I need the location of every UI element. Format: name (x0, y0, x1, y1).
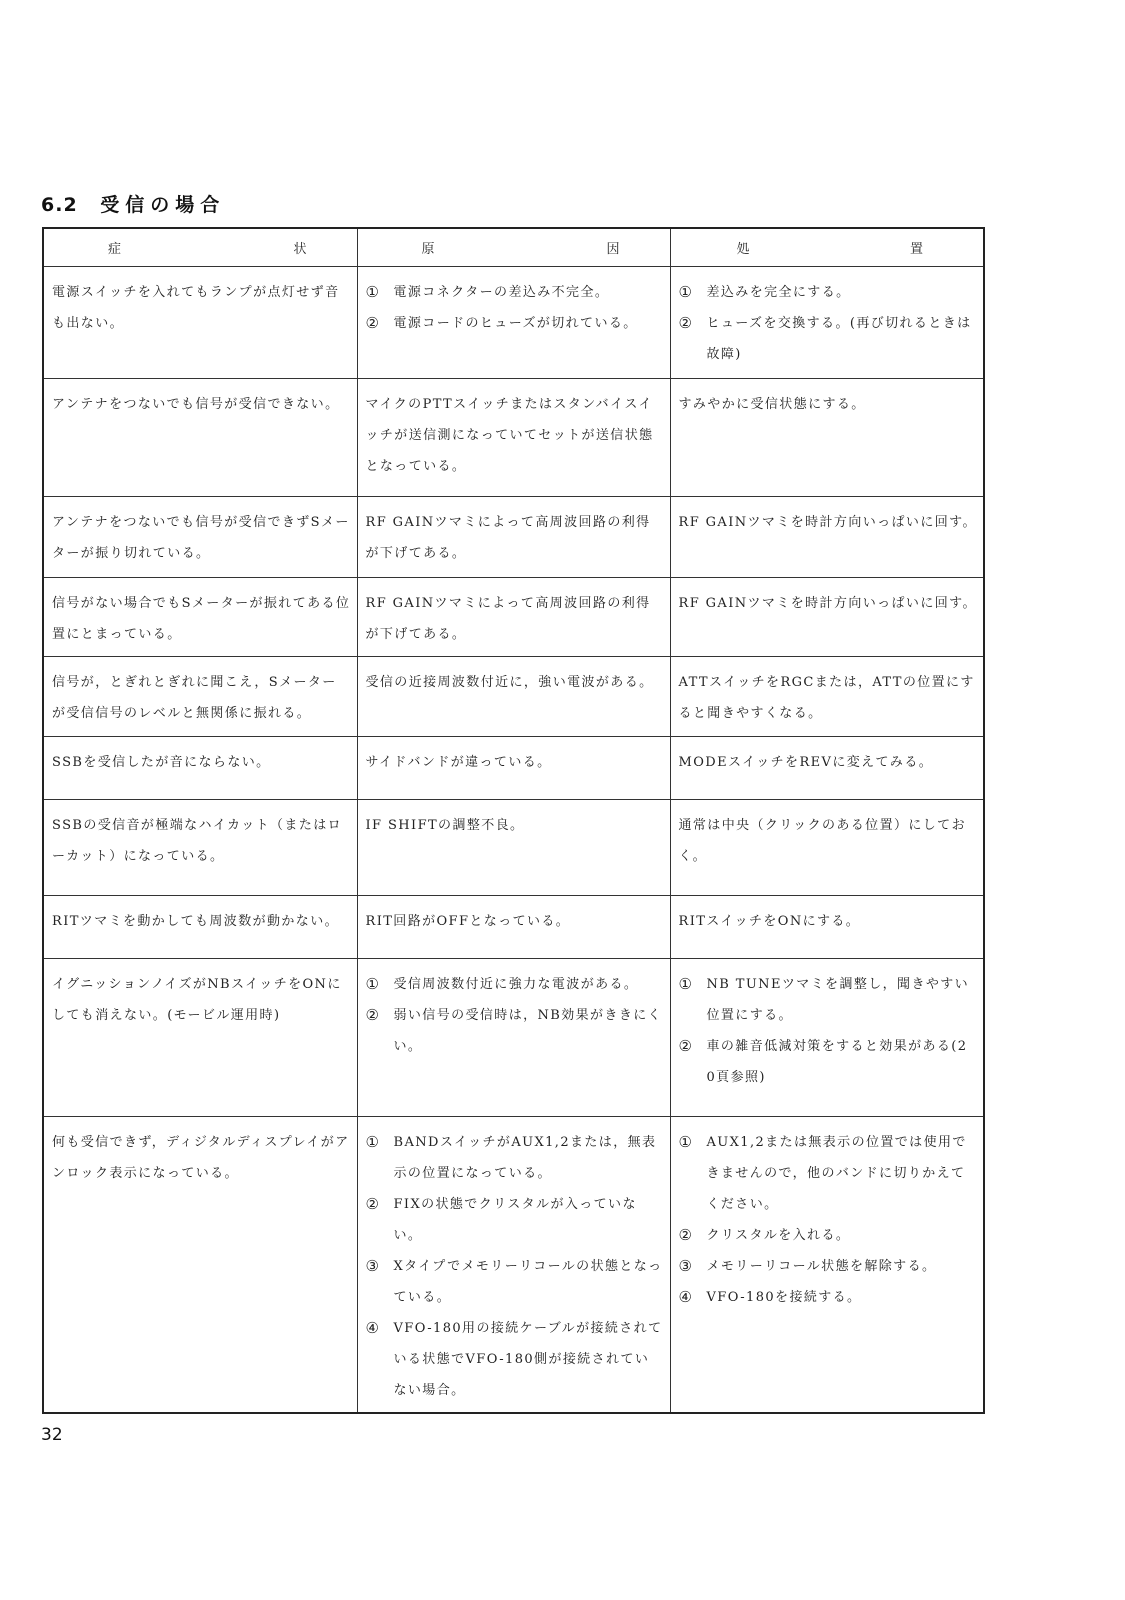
table-row (43, 959, 984, 1117)
remedy-item (679, 906, 978, 937)
cause-item-number: ① (365, 1133, 381, 1151)
remedy-item-text: AUX1,2または無表示の位置では使用できませんので，他のバンドに切りかえてください。 (706, 1135, 967, 1212)
remedy-item (679, 308, 978, 370)
cause-item (366, 667, 664, 698)
cause-item-text: RF GAINツマミによって高周波回路の利得が下げてある。 (365, 515, 651, 561)
remedy-item (679, 389, 978, 420)
cause-item-text: マイクのPTTスイッチまたはスタンバイスイッチが送信測になっていてセットが送信状態となっている。 (365, 397, 654, 474)
symptom-text: 何も受信できず，ディジタルディスプレイがアンロック表示になっている。 (52, 1135, 350, 1181)
remedy-item-text: NB TUNEツマミを調整し，聞きやすい位置にする。 (706, 977, 970, 1023)
remedy-item-text: 通常は中央（クリックのある位置）にしておく。 (678, 818, 966, 864)
cause-list (358, 379, 670, 488)
cause-cell (357, 1117, 670, 1414)
remedy-item-text: すみやかに受信状態にする。 (678, 397, 866, 412)
cause-cell (357, 497, 670, 578)
remedy-item (679, 810, 978, 872)
cause-item-text: 電源コネクターの差込み不完全。 (393, 285, 610, 300)
symptom-cell (43, 497, 357, 578)
cause-item-text: VFO-180用の接続ケーブルが接続されている状態でVFO-180側が接続されていない場合。 (393, 1321, 663, 1398)
cause-item (366, 389, 664, 482)
remedy-list (671, 896, 984, 943)
remedy-list (671, 497, 984, 544)
cause-item (366, 308, 664, 339)
header-cause-char-1: 原 (421, 242, 435, 257)
table-row (43, 737, 984, 800)
header-symptom-char-1: 症 (108, 242, 122, 257)
remedy-item (679, 277, 978, 308)
cause-item-number: ③ (365, 1257, 381, 1275)
cause-item (366, 1313, 664, 1406)
cause-item-number: ② (365, 1006, 381, 1024)
section-number: 6.2 (41, 194, 78, 216)
cause-item (366, 1251, 664, 1313)
cause-item (366, 969, 664, 1000)
header-row (43, 228, 984, 267)
remedy-item-text: 車の雑音低減対策をすると効果がある(20頁参照) (706, 1039, 968, 1085)
symptom-cell (43, 578, 357, 657)
symptom-cell (43, 896, 357, 959)
cause-item-number: ④ (365, 1319, 381, 1337)
remedy-cell (670, 737, 984, 800)
remedy-cell (670, 267, 984, 379)
remedy-item-number: ② (678, 1226, 694, 1244)
cause-cell (357, 267, 670, 379)
table-row (43, 578, 984, 657)
cause-list (358, 497, 670, 575)
table-row (43, 379, 984, 497)
cause-list (358, 896, 670, 943)
remedy-list (671, 737, 984, 784)
cause-item-number: ② (365, 1195, 381, 1213)
cause-item (366, 277, 664, 308)
remedy-item (679, 1220, 978, 1251)
header-cause-char-2: 因 (606, 242, 620, 257)
remedy-item (679, 969, 978, 1031)
cause-cell (357, 959, 670, 1117)
symptom-cell (43, 379, 357, 497)
symptom-text: 電源スイッチを入れてもランプが点灯せず音も出ない。 (52, 285, 340, 331)
symptom-text: アンテナをつないでも信号が受信できない。 (52, 397, 340, 412)
remedy-cell (670, 1117, 984, 1414)
cause-item (366, 1000, 664, 1062)
cause-cell (357, 657, 670, 737)
remedy-item (679, 1251, 978, 1282)
cause-item (366, 906, 664, 937)
symptom-text: 信号がない場合でもSメーターが振れてある位置にとまっている。 (52, 596, 351, 642)
remedy-list (671, 657, 984, 735)
cause-item (366, 747, 664, 778)
remedy-item (679, 667, 978, 729)
remedy-cell (670, 578, 984, 657)
remedy-item-text: 差込みを完全にする。 (706, 285, 851, 300)
remedy-list (671, 959, 984, 1099)
cause-cell (357, 578, 670, 657)
symptom-cell (43, 959, 357, 1117)
symptom-text: アンテナをつないでも信号が受信できずSメーターが振り切れている。 (52, 515, 350, 561)
remedy-item-number: ② (678, 314, 694, 332)
remedy-list (671, 267, 984, 376)
section-title (41, 190, 225, 217)
cause-list (358, 959, 670, 1068)
remedy-item (679, 1031, 978, 1093)
cause-list (358, 800, 670, 847)
symptom-text: RITツマミを動かしても周波数が動かない。 (52, 914, 339, 929)
remedy-item-number: ③ (678, 1257, 694, 1275)
header-symptom-char-2: 状 (293, 242, 307, 257)
cause-item-text: BANDスイッチがAUX1,2または，無表示の位置になっている。 (393, 1135, 657, 1181)
cause-item-text: RF GAINツマミによって高周波回路の利得が下げてある。 (365, 596, 651, 642)
cause-item-text: サイドバンドが違っている。 (365, 755, 552, 770)
table-body (43, 267, 984, 1414)
header-remedy-char-2: 置 (909, 242, 923, 257)
page-number: 32 (41, 1425, 63, 1445)
remedy-item-text: RITスイッチをONにする。 (678, 914, 861, 929)
cause-item-number: ① (365, 975, 381, 993)
remedy-item-number: ① (678, 283, 694, 301)
cause-list (358, 267, 670, 345)
symptom-text: SSBの受信音が極端なハイカット（またはローカット）になっている。 (52, 818, 343, 864)
remedy-item-text: メモリーリコール状態を解除する。 (706, 1259, 937, 1274)
remedy-item (679, 1282, 978, 1313)
remedy-cell (670, 959, 984, 1117)
remedy-cell (670, 896, 984, 959)
header-symptom (43, 228, 357, 267)
remedy-item-number: ① (678, 975, 694, 993)
symptom-cell (43, 737, 357, 800)
remedy-item (679, 507, 978, 538)
remedy-cell (670, 497, 984, 578)
symptom-cell (43, 800, 357, 896)
symptom-text: 信号が，とぎれとぎれに聞こえ，Sメーターが受信信号のレベルと無関係に振れる。 (52, 675, 337, 721)
cause-cell (357, 800, 670, 896)
cause-item-text: RIT回路がOFFとなっている。 (365, 914, 571, 929)
troubleshooting-table (42, 227, 985, 1414)
cause-item (366, 588, 664, 650)
cause-item-number: ① (365, 283, 381, 301)
remedy-item-text: ヒューズを交換する。(再び切れるときは故障) (706, 316, 972, 362)
remedy-item-number: ① (678, 1133, 694, 1151)
cause-list (358, 578, 670, 656)
header-remedy (670, 228, 984, 267)
header-cause (357, 228, 670, 267)
cause-item-text: IF SHIFTの調整不良。 (365, 818, 525, 833)
header-remedy-char-1: 処 (736, 242, 750, 257)
cause-cell (357, 379, 670, 497)
symptom-text: SSBを受信したが音にならない。 (52, 755, 271, 770)
remedy-cell (670, 800, 984, 896)
remedy-list (671, 379, 984, 426)
cause-item (366, 1189, 664, 1251)
symptom-cell (43, 1117, 357, 1414)
remedy-item-text: RF GAINツマミを時計方向いっぱいに回す。 (678, 596, 977, 611)
remedy-cell (670, 657, 984, 737)
remedy-item-text: VFO-180を接続する。 (706, 1290, 862, 1305)
cause-list (358, 737, 670, 784)
table-row (43, 1117, 984, 1414)
remedy-item-number: ② (678, 1037, 694, 1055)
cause-cell (357, 737, 670, 800)
symptom-cell (43, 657, 357, 737)
table-row (43, 657, 984, 737)
remedy-list (671, 800, 984, 878)
remedy-item (679, 747, 978, 778)
remedy-item-text: クリスタルを入れる。 (706, 1228, 851, 1243)
cause-item (366, 810, 664, 841)
cause-item (366, 1127, 664, 1189)
remedy-list (671, 578, 984, 625)
cause-list (358, 657, 670, 704)
cause-item-text: Xタイプでメモリーリコールの状態となっている。 (393, 1259, 663, 1305)
cause-item-text: 受信の近接周波数付近に，強い電波がある。 (365, 675, 654, 690)
cause-cell (357, 896, 670, 959)
cause-item (366, 507, 664, 569)
remedy-item-text: RF GAINツマミを時計方向いっぱいに回す。 (678, 515, 977, 530)
remedy-item-number: ④ (678, 1288, 694, 1306)
table-row (43, 896, 984, 959)
section-heading: 受信の場合 (100, 194, 226, 216)
cause-item-text: 弱い信号の受信時は，NB効果がききにくい。 (393, 1008, 663, 1054)
remedy-cell (670, 379, 984, 497)
cause-item-text: 受信周波数付近に強力な電波がある。 (393, 977, 639, 992)
table-row (43, 497, 984, 578)
symptom-cell (43, 267, 357, 379)
remedy-list (671, 1117, 984, 1319)
remedy-item (679, 1127, 978, 1220)
remedy-item (679, 588, 978, 619)
remedy-item-text: ATTスイッチをRGCまたは，ATTの位置にすると聞きやすくなる。 (678, 675, 975, 721)
cause-item-text: FIXの状態でクリスタルが入っていない。 (393, 1197, 637, 1243)
remedy-item-text: MODEスイッチをREVに変えてみる。 (678, 755, 934, 770)
cause-list (358, 1117, 670, 1412)
symptom-text: イグニッションノイズがNBスイッチをONにしても消えない。(モービル運用時) (52, 977, 342, 1023)
cause-item-text: 電源コードのヒューズが切れている。 (393, 316, 638, 331)
table-row (43, 267, 984, 379)
table-row (43, 800, 984, 896)
cause-item-number: ② (365, 314, 381, 332)
